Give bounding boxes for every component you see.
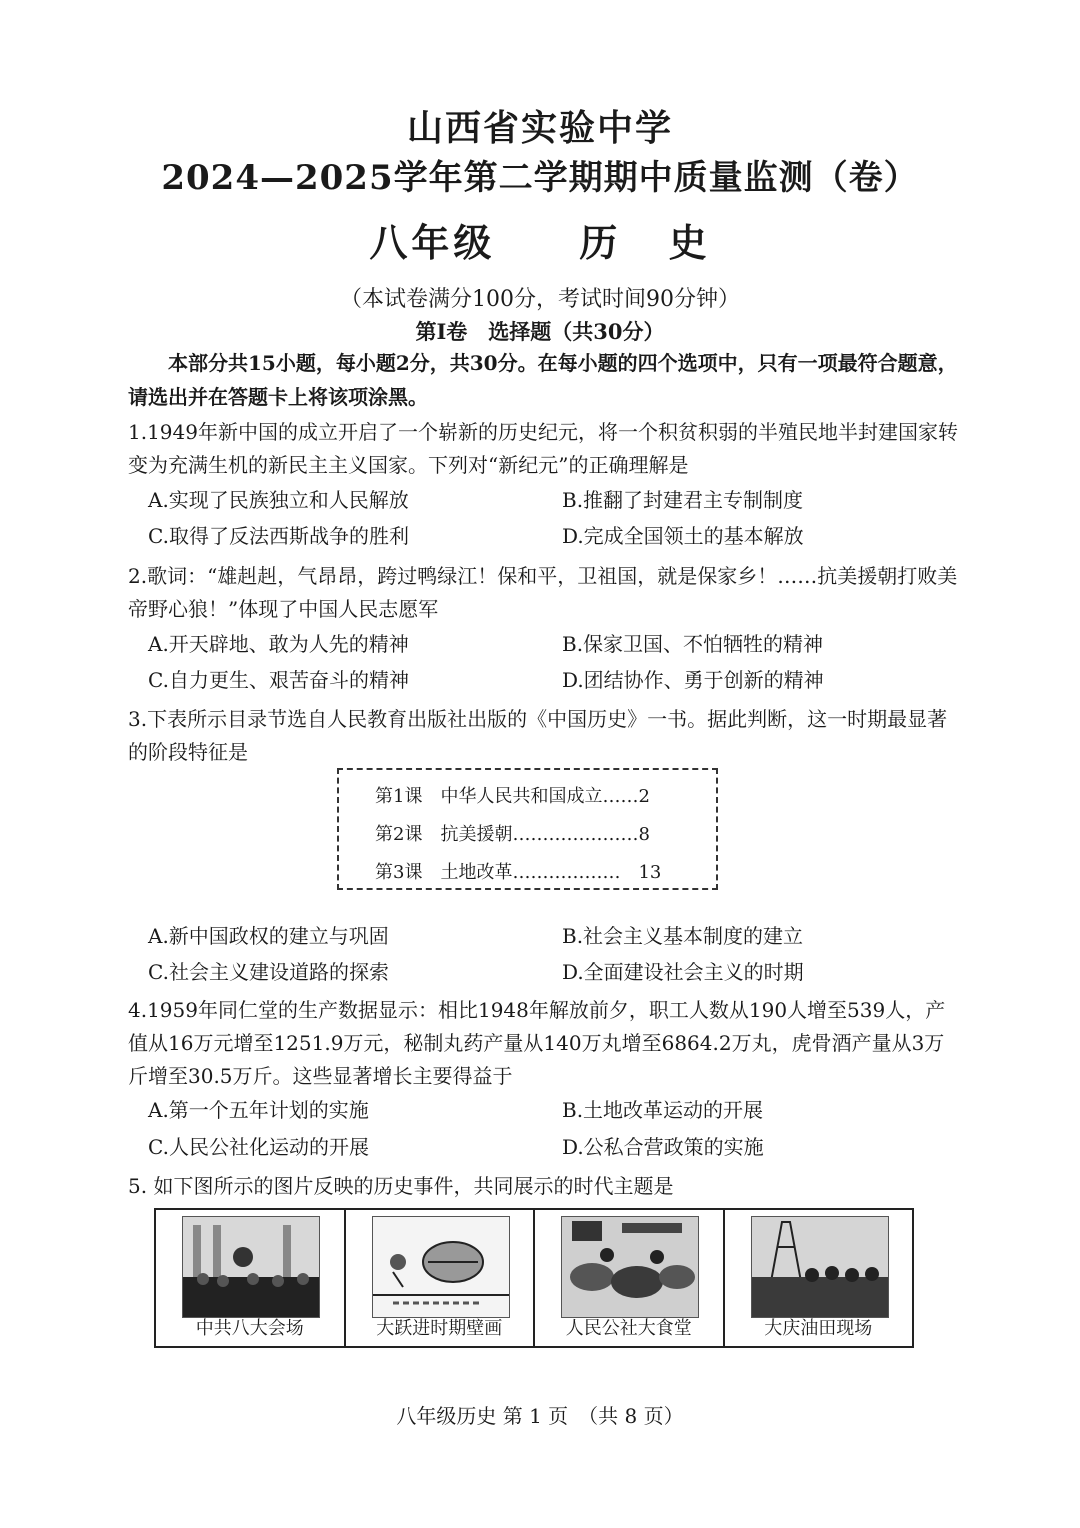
question-1-option-b: B.推翻了封建君主专制制度 — [562, 488, 804, 512]
image-caption: 人民公社大食堂 — [565, 1318, 692, 1339]
image-caption: 大跃进时期壁画 — [376, 1318, 503, 1339]
question-4-text: 4.1959年同仁堂的生产数据显示：相比1948年解放前夕，职工人数从190人增至539人，产值从16万元增至1251.9万元，秘制丸药产量从140万丸增至6864.2万丸，虎骨酒产量从3万斤增至30.5万斤。这些显著增长主要得益于 — [128, 998, 946, 1088]
question-1-option-c: C.取得了反法西斯战争的胜利 — [148, 524, 409, 548]
image-cell — [725, 1210, 913, 1346]
question-1-option-a: A.实现了民族独立和人民解放 — [148, 488, 409, 512]
contents-row-3: 第3课 土地改革……………… 13 — [375, 862, 662, 883]
image-cell — [535, 1210, 725, 1346]
page-footer: 八年级历史 第 1 页 （共 8 页） — [396, 1404, 684, 1428]
oilfield-photo-icon — [751, 1216, 889, 1318]
question-2-option-b: B.保家卫国、不怕牺牲的精神 — [562, 632, 824, 656]
subject-title: 八年级 历 史 — [369, 220, 711, 265]
question-3-text: 3.下表所示目录节选自人民教育出版社出版的《中国历史》一书。据此判断，这一时期最显著的阶段特征是 — [128, 707, 948, 764]
question-2-option-d: D.团结协作、勇于创新的精神 — [562, 668, 824, 692]
section-title: 第Ⅰ卷 选择题（共30分） — [415, 319, 665, 344]
image-caption: 中共八大会场 — [195, 1318, 304, 1339]
question-3-option-c: C.社会主义建设道路的探索 — [148, 960, 389, 984]
meeting-photo-icon — [182, 1216, 320, 1318]
question-5-image-strip — [154, 1208, 914, 1348]
contents-row-1: 第1课 中华人民共和国成立……2 — [375, 786, 650, 807]
exam-info: （本试卷满分100分，考试时间90分钟） — [340, 287, 740, 312]
question-5-text: 5. 如下图所示的图片反映的历史事件，共同展示的时代主题是 — [128, 1174, 674, 1198]
canteen-photo-icon — [561, 1216, 699, 1318]
question-3-option-b: B.社会主义基本制度的建立 — [562, 924, 804, 948]
image-cell — [156, 1210, 346, 1346]
question-3-option-a: A.新中国政权的建立与巩固 — [148, 924, 389, 948]
question-4-option-c: C.人民公社化运动的开展 — [148, 1135, 369, 1159]
question-2-option-a: A.开天辟地、敢为人先的精神 — [148, 632, 409, 656]
question-4-option-d: D.公私合营政策的实施 — [562, 1135, 764, 1159]
contents-row-2: 第2课 抗美援朝…………………8 — [375, 824, 650, 845]
question-1-option-d: D.完成全国领土的基本解放 — [562, 524, 804, 548]
question-4-option-a: A.第一个五年计划的实施 — [148, 1098, 369, 1122]
school-title: 山西省实验中学 — [406, 107, 673, 149]
question-3-option-d: D.全面建设社会主义的时期 — [562, 960, 804, 984]
textbook-contents-box — [337, 768, 718, 890]
question-2-text: 2.歌词：“雄赳赳，气昂昂，跨过鸭绿江！保和平，卫祖国，就是保家乡！……抗美援朝打败美帝野心狼！”体现了中国人民志愿军 — [128, 564, 958, 621]
question-1-text: 1.1949年新中国的成立开启了一个崭新的历史纪元，将一个积贫积弱的半殖民地半封建国家转变为充满生机的新民主主义国家。下列对“新纪元”的正确理解是 — [128, 420, 958, 477]
mural-photo-icon — [372, 1216, 510, 1318]
question-4-option-b: B.土地改革运动的开展 — [562, 1098, 764, 1122]
image-caption: 大庆油田现场 — [764, 1318, 873, 1339]
question-2-option-c: C.自力更生、艰苦奋斗的精神 — [148, 668, 409, 692]
exam-title: 2024—2025学年第二学期期中质量监测（卷） — [161, 158, 919, 198]
instructions: 本部分共15小题，每小题2分，共30分。在每小题的四个选项中，只有一项最符合题意，请选出并在答题卡上将该项涂黑。 — [128, 351, 958, 409]
image-cell — [346, 1210, 536, 1346]
